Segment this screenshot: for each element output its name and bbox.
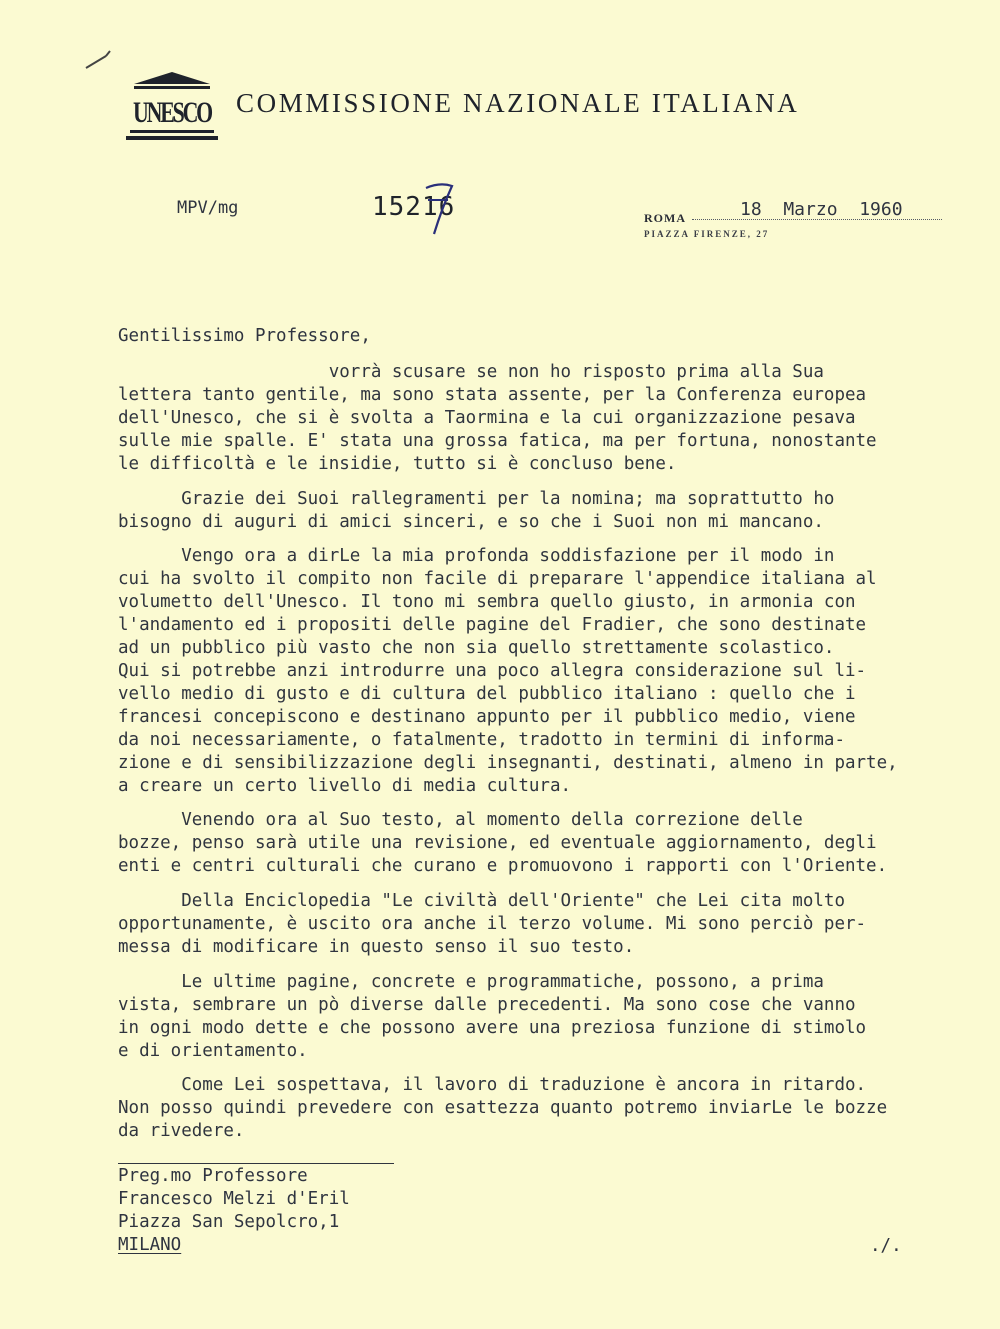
recipient-street: Piazza San Sepolcro,1 [118,1212,340,1232]
body-line: in ogni modo dette e che possono avere una preziosa funzione di stimolo [118,1018,867,1038]
letter-date: 18 Marzo 1960 [740,199,903,220]
organization-name: COMMISSIONE NAZIONALE ITALIANA [236,88,800,118]
body-line: vista, sembrare un pò diverse dalle precedenti. Ma sono cose che vanno [118,995,856,1015]
body-line: e di orientamento. [118,1041,308,1061]
unesco-logo [124,72,220,142]
body-line: da rivedere. [118,1121,245,1141]
recipient-name: Francesco Melzi d'Eril [118,1189,350,1209]
reference-code: MPV/mg [177,198,239,218]
body-line: vorrà scusare se non ho risposto prima alla Sua [118,362,824,382]
body-line: volumetto dell'Unesco. Il tono mi sembra quello giusto, in armonia con [118,592,856,612]
body-line: le difficoltà e le insidie, tutto si è concluso bene. [118,454,677,474]
body-line: Grazie dei Suoi rallegramenti per la nomina; ma soprattutto ho [118,489,835,509]
body-line: messa di modificare in questo senso il suo testo. [118,937,635,957]
pen-mark-icon [84,48,114,72]
body-line: cui ha svolto il compito non facile di preparare l'appendice italiana al [118,569,877,589]
city-label: ROMA [644,211,686,225]
body-line: Non posso quindi prevedere con esattezza quanto potremo inviarLe le bozze [118,1098,888,1118]
protocol-number-text: 15216 [372,192,456,222]
body-line: Venendo ora al Suo testo, al momento della correzione delle [118,810,803,830]
recipient-city: MILANO [118,1235,182,1255]
body-line: zione e di sensibilizzazione degli insegnanti, destinati, almeno in parte, [118,753,898,773]
body-line: bozze, penso sarà utile una revisione, ed eventuale aggiornamento, degli [118,833,877,853]
salutation: Gentilissimo Professore, [118,326,371,346]
continuation-mark: ./. [870,1236,902,1256]
body-line: dell'Unesco, che si è svolta a Taormina e la cui organizzazione pesava [118,408,856,428]
body-line: vello medio di gusto e di cultura del pubblico italiano : quello che i [118,684,856,704]
body-line: francesi concepiscono e destinano appunto per il pubblico medio, viene [118,707,856,727]
body-line: Della Enciclopedia "Le civiltà dell'Oriente" che Lei cita molto [118,891,845,911]
body-line: Le ultime pagine, concrete e programmatiche, possono, a prima [118,972,824,992]
body-line: sulle mie spalle. E' stata una grossa fatica, ma per fortuna, nonostante [118,431,877,451]
body-line: Qui si potrebbe anzi introdurre una poco allegra considerazione sul li- [118,661,867,681]
body-line: Come Lei sospettava, il lavoro di traduzione è ancora in ritardo. [118,1075,867,1095]
office-address: PIAZZA FIRENZE, 27 [644,229,770,239]
recipient-title: Preg.mo Professore [118,1166,308,1186]
body-line: ad un pubblico più vasto che non sia quello strettamente scolastico. [118,638,835,658]
body-line: enti e centri culturali che curano e promuovono i rapporti con l'Oriente. [118,856,888,876]
body-line: lettera tanto gentile, ma sono stata assente, per la Conferenza europea [118,385,867,405]
body-line: bisogno di auguri di amici sinceri, e so che i Suoi non mi mancano. [118,512,824,532]
recipient-divider [118,1163,394,1164]
svg-text:UNESCO: UNESCO [133,96,213,129]
body-line: a creare un certo livello di media cultura. [118,776,572,796]
handwritten-correction-icon [418,178,458,238]
body-line: l'andamento ed i propositi delle pagine del Fradier, che sono destinate [118,615,867,635]
body-line: Vengo ora a dirLe la mia profonda soddisfazione per il modo in [118,546,835,566]
body-line: da noi necessariamente, o fatalmente, tradotto in termini di informa- [118,730,845,750]
body-line: opportunamente, è uscito ora anche il terzo volume. Mi sono perciò per- [118,914,867,934]
protocol-number [372,192,455,222]
